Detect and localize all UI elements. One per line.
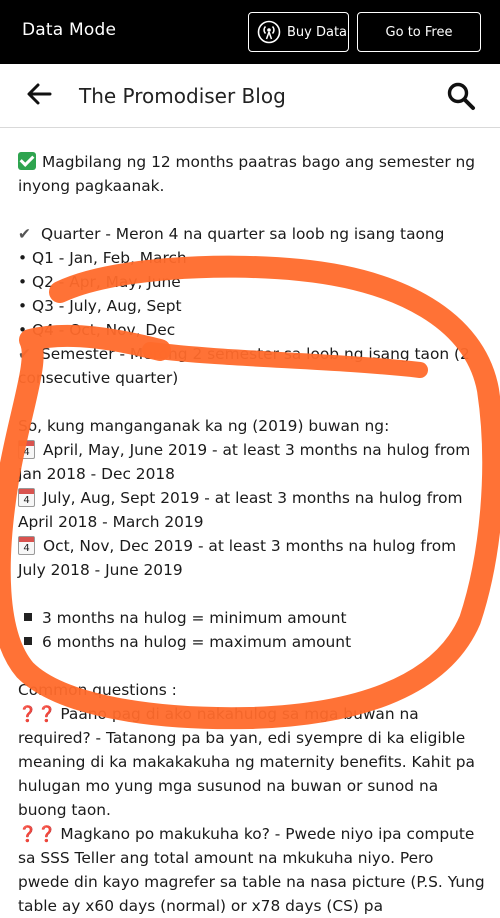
red-question-icon: ❓❓ <box>18 705 57 723</box>
quarter-item: • Q3 - July, Aug, Sept <box>18 297 182 315</box>
check-mark-button-icon <box>18 152 36 170</box>
quarter-line: ✔ Quarter - Meron 4 na quarter sa loob ng isang taong <box>18 222 488 246</box>
calendar-icon: 4 <box>18 440 35 459</box>
calendar-item: 4 July, Aug, Sept 2019 - at least 3 months na hulog from April 2018 - March 2019 <box>18 489 463 531</box>
buy-data-button[interactable] <box>248 12 349 52</box>
data-mode-bar <box>0 0 500 64</box>
quarter-item: • Q2 - Apr, May, June <box>18 273 181 291</box>
red-question-icon: ❓❓ <box>18 825 57 843</box>
black-square-icon <box>24 613 32 621</box>
search-icon[interactable] <box>446 81 476 111</box>
quarter-item: • Q1 - Jan, Feb, March <box>18 249 187 267</box>
buy-data-label: Buy Data <box>287 24 348 40</box>
quarter-item: • Q4 - Oct, Nov, Dec <box>18 321 176 339</box>
calendar-item: 4 April, May, June 2019 - at least 3 months na hulog from Jan 2018 - Dec 2018 <box>18 441 471 483</box>
bullet-item: 6 months na hulog = maximum amount <box>18 630 488 654</box>
faq-item: ❓❓ Magkano po makukuha ko? - Pwede niyo ipa compute sa SSS Teller ang total amount na mkukuha niyo. Pero pwede din kayo magrefer sa table na nasa picture (P.S. Yung table ay x60 days (normal) or x78 days (CS) pa <box>18 825 485 915</box>
data-mode-title: Data Mode <box>22 20 117 40</box>
semester-line: ✔ Semester - Merong 2 semester sa loob ng isang taon (2 consecutive quarter) <box>18 342 488 390</box>
heavy-check-icon: ✔ <box>18 225 31 243</box>
article-paragraph: Magbilang ng 12 months paatras bago ang semester ng inyong pagkaanak. <box>18 153 476 195</box>
black-square-icon <box>24 637 32 645</box>
go-to-free-label: Go to Free <box>385 24 453 40</box>
calendar-item: 4 Oct, Nov, Dec 2019 - at least 3 months na hulog from July 2018 - June 2019 <box>18 537 457 579</box>
arrow-left-icon[interactable] <box>26 82 52 106</box>
faq-item: ❓❓ Paano pag di ako nakahulog sa mga buwan na required? - Tatanong pa ba yan, edi syempre di ka eligible meaning di ka makakakuha ng maternity benefits. Kahit pa hulugan mo yung mga susunod na buwan or sunod na buong taon. <box>18 705 475 819</box>
go-to-free-button[interactable] <box>357 12 481 52</box>
broadcast-icon <box>257 20 281 44</box>
page-title: The Promodiser Blog <box>79 84 286 108</box>
heavy-check-icon: ✔ <box>18 345 31 363</box>
so-line: So, kung manganganak ka ng (2019) buwan ng: <box>18 417 390 435</box>
calendar-icon: 4 <box>18 488 35 507</box>
bullet-item: 3 months na hulog = minimum amount <box>18 606 488 630</box>
article-body <box>18 150 488 918</box>
app-header <box>0 64 500 128</box>
calendar-icon: 4 <box>18 536 35 555</box>
common-questions-heading: Common questions : <box>18 681 177 699</box>
